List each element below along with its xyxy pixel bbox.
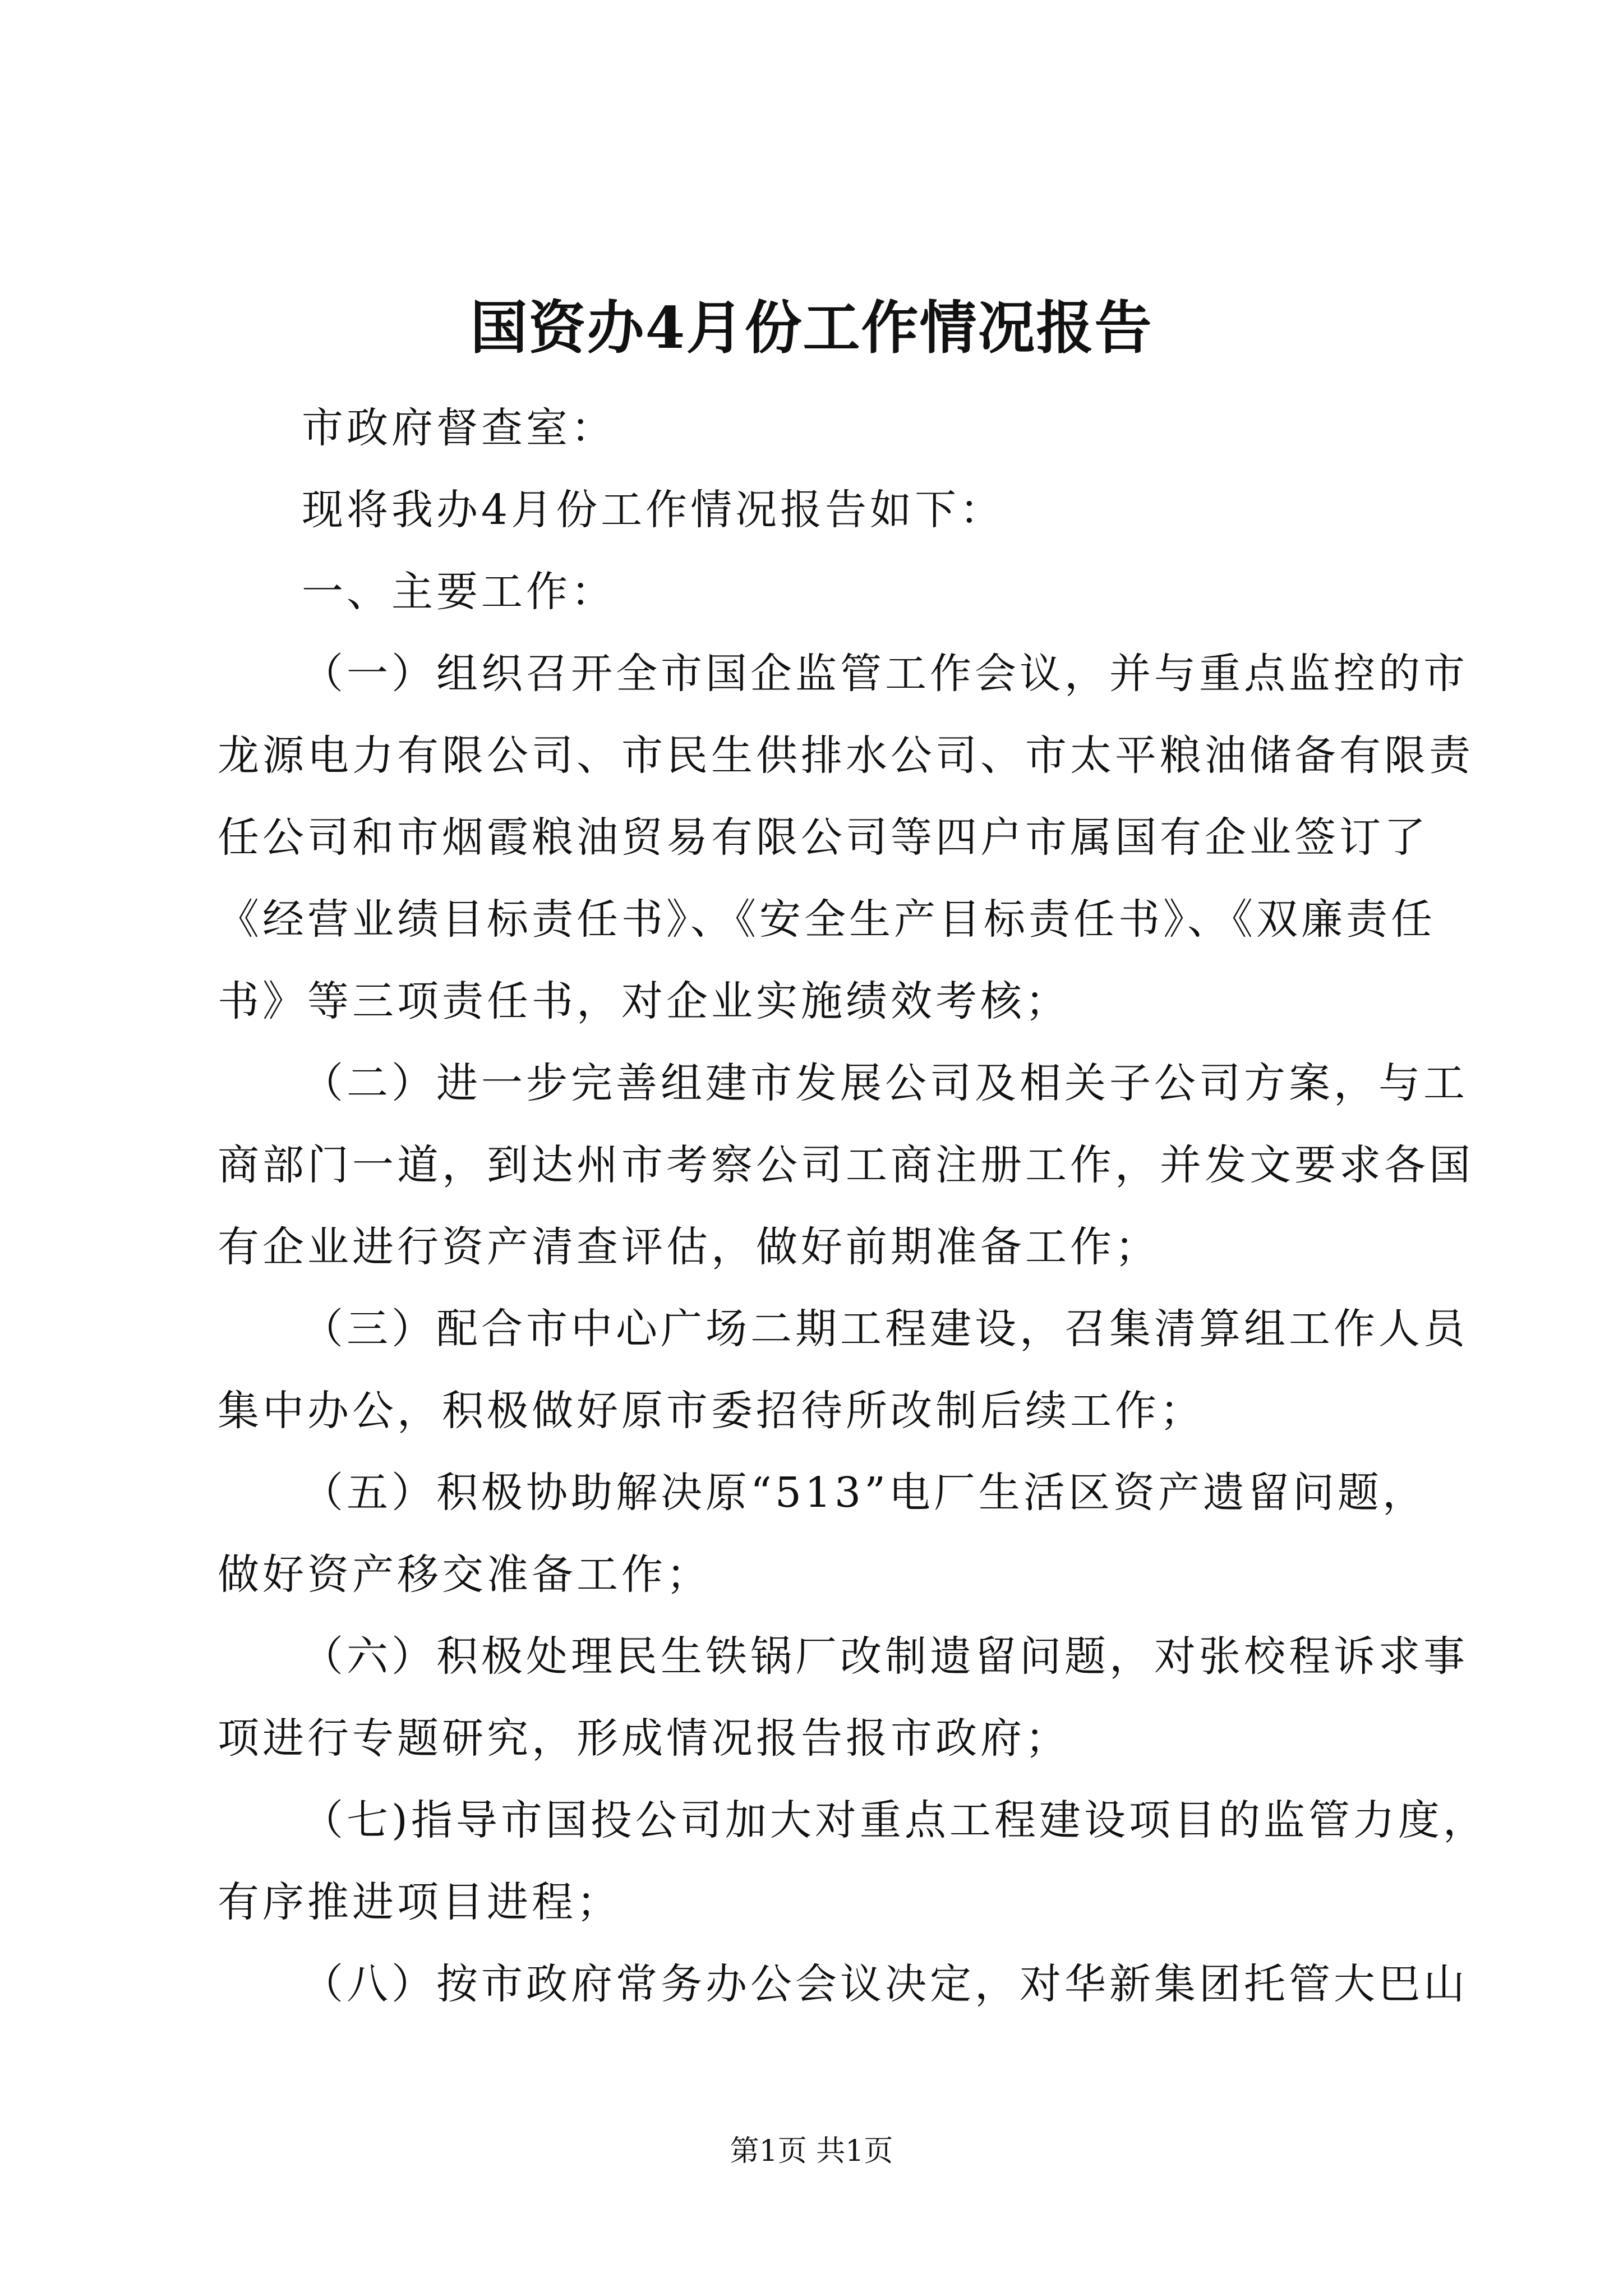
document-body [218, 387, 1488, 2025]
paragraph-line: （五）积极协助解决原“513”电厂生活区资产遗留问题， [302, 1469, 1427, 1517]
salutation-line: 市政府督查室： [302, 404, 616, 452]
paragraph-line: （一）组织召开全市国企监管工作会议，并与重点监控的市 [302, 650, 1468, 698]
paragraph-line: （八）按市政府常务办公会议决定，对华新集团托管大巴山 [302, 1960, 1468, 2008]
paragraph-line: 《经营业绩目标责任书》、《安全生产目标责任书》、《双廉责任 [218, 895, 1436, 944]
paragraph-line: 书》等三项责任书，对企业实施绩效考核； [218, 977, 1070, 1025]
paragraph-line: （六）积极处理民生铁锅厂改制遗留问题，对张校程诉求事 [302, 1632, 1468, 1681]
paragraph-line: 任公司和市烟霞粮油贸易有限公司等四户市属国有企业签订了 [218, 813, 1429, 862]
intro-line: 现将我办4月份工作情况报告如下： [302, 486, 1005, 534]
paragraph-line: 龙源电力有限公司、市民生供排水公司、市太平粮油储备有限责 [218, 731, 1474, 780]
section-heading: 一、主要工作： [302, 568, 616, 616]
paragraph-line: （七)指导市国投公司加大对重点工程建设项目的监管力度， [302, 1796, 1488, 1844]
paragraph-line: （二）进一步完善组建市发展公司及相关子公司方案，与工 [302, 1059, 1468, 1107]
document-title: 国资办4月份工作情况报告 [470, 295, 1153, 362]
paragraph-line: 商部门一道，到达州市考察公司工商注册工作，并发文要求各国 [218, 1141, 1474, 1189]
paragraph-line: 集中办公，积极做好原市委招待所改制后续工作； [218, 1387, 1205, 1435]
page-number-footer: 第1页 共1页 [730, 2134, 893, 2168]
paragraph-line: 项进行专题研究，形成情况报告报市政府； [218, 1714, 1070, 1763]
paragraph-line: 有企业进行资产清查评估，做好前期准备工作； [218, 1223, 1160, 1271]
paragraph-line: 做好资产移交准备工作； [218, 1550, 711, 1599]
paragraph-line: 有序推进项目进程； [218, 1878, 621, 1926]
paragraph-line: （三）配合市中心广场二期工程建设，召集清算组工作人员 [302, 1305, 1468, 1353]
